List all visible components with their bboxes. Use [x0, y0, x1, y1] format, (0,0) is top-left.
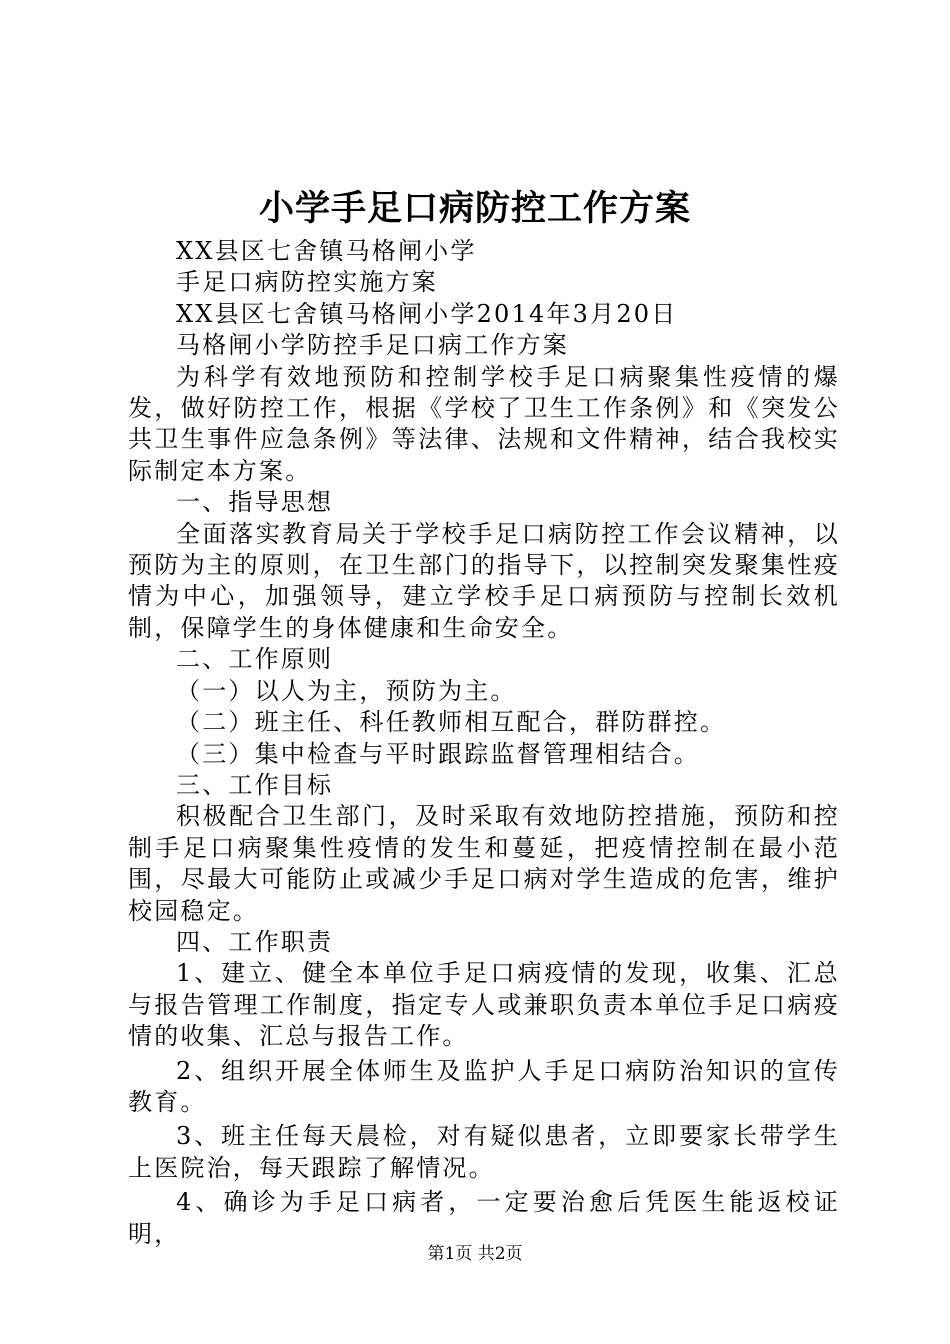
section-heading: 一、指导思想	[176, 488, 334, 517]
document-title: 小学手足口病防控工作方案	[258, 188, 691, 229]
paragraph: 1、建立、健全本单位手足口病疫情的发现，收集、汇总与报告管理工作制度，指定专人或兼职负责本单位手足口病疫情的收集、汇总与报告工作。	[128, 959, 840, 1051]
paragraph: 2、组织开展全体师生及监护人手足口病防治知识的宣传教育。	[128, 1056, 840, 1116]
paragraph: 3、班主任每天晨检，对有疑似患者，立即要家长带学生上医院治，每天跟踪了解情况。	[128, 1122, 840, 1182]
document-body	[128, 236, 840, 1250]
paragraph: （一）以人为主，预防为主。	[176, 676, 517, 705]
paragraph: （三）集中检查与平时跟踪监督管理相结合。	[176, 739, 700, 768]
section-heading: 二、工作原则	[176, 645, 334, 674]
page-footer: 第1页 共2页	[427, 1244, 523, 1264]
paragraph: 手足口病防控实施方案	[176, 268, 438, 297]
paragraph: XX县区七舍镇马格闸小学	[176, 237, 477, 265]
paragraph: 全面落实教育局关于学校手足口病防控工作会议精神，以预防为主的原则，在卫生部门的指导下，以控制突发聚集性疫情为中心，加强领导，建立学校手足口病预防与控制长效机制，保障学生的身体健康和生命安全。	[128, 519, 840, 642]
paragraph: 4、确诊为手足口病者，一定要治愈后凭医生能返校证明，	[128, 1188, 840, 1248]
paragraph: 马格闸小学防控手足口病工作方案	[176, 331, 569, 360]
section-heading: 四、工作职责	[176, 927, 334, 956]
paragraph: 为科学有效地预防和控制学校手足口病聚集性疫情的爆发，做好防控工作，根据《学校了卫生工作条例》和《突发公共卫生事件应急条例》等法律、法规和文件精神，结合我校实际制定本方案。	[128, 362, 840, 485]
section-heading: 三、工作目标	[176, 770, 334, 799]
paragraph: XX县区七舍镇马格闸小学2014年3月20日	[176, 299, 678, 328]
paragraph: （二）班主任、科任教师相互配合，群防群控。	[176, 708, 727, 737]
paragraph: 积极配合卫生部门，及时采取有效地防控措施，预防和控制手足口病聚集性疫情的发生和蔓延，把疫情控制在最小范围，尽最大可能防止或减少手足口病对学生造成的危害，维护校园稳定。	[128, 802, 840, 925]
